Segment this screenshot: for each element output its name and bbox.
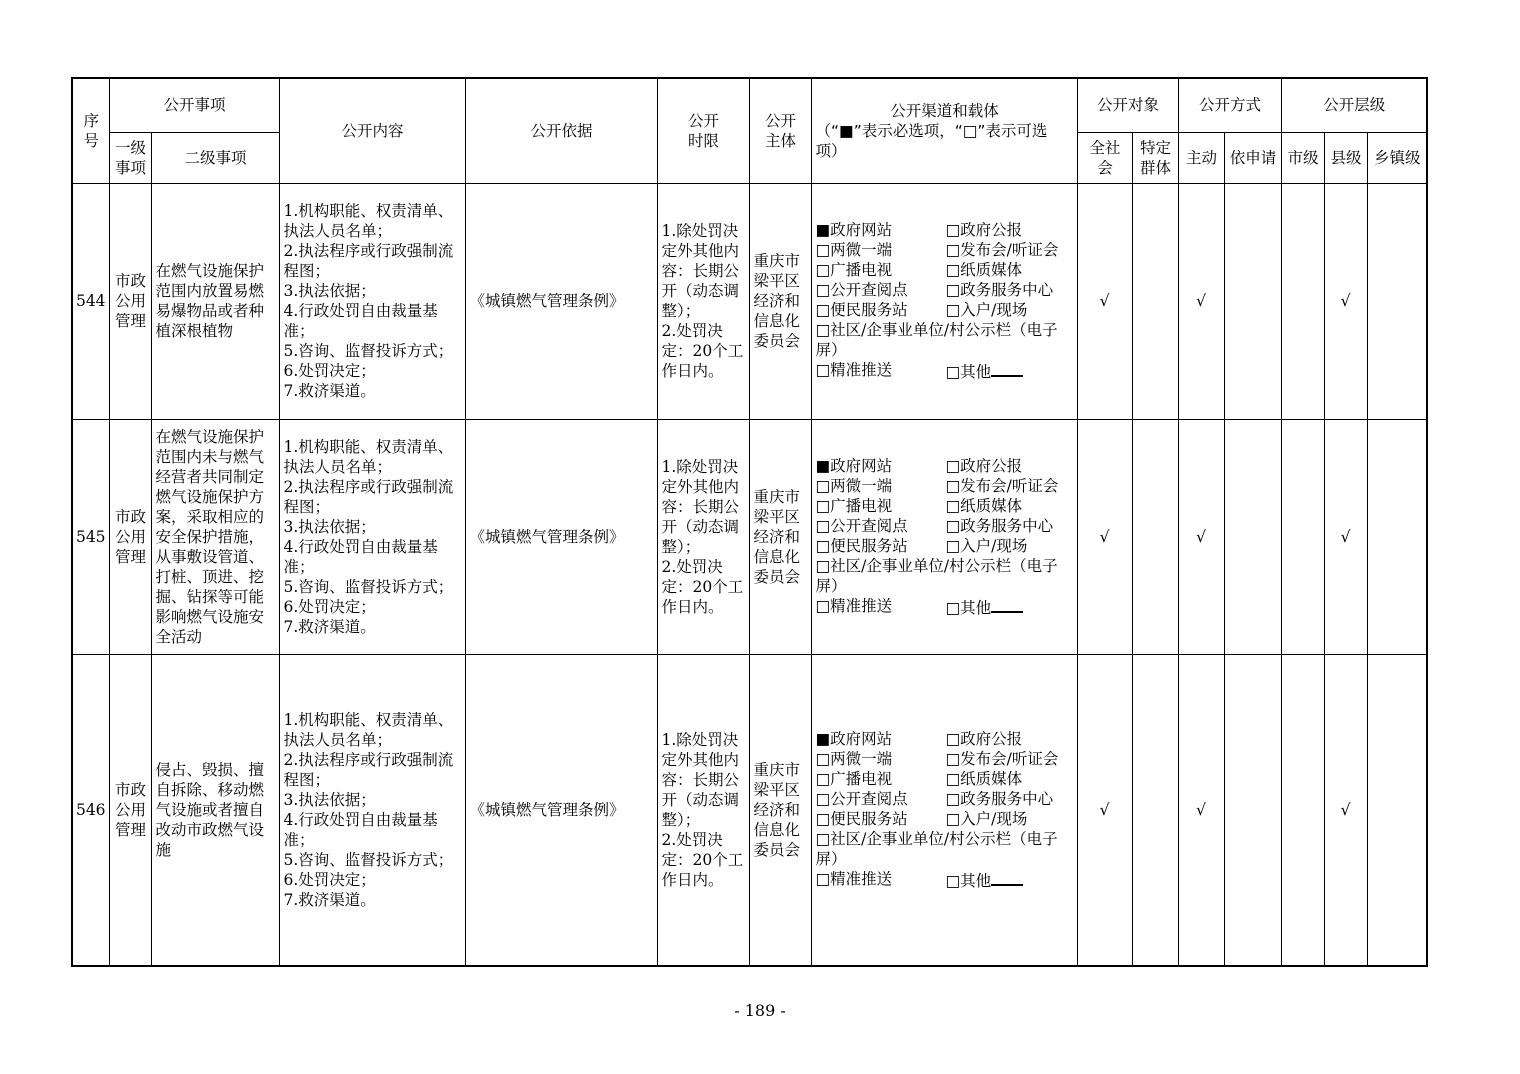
channel-option-label: □政府公报 (945, 729, 1023, 748)
channel-option-label: □纸质媒体 (945, 769, 1023, 788)
content-item: 6.处罚决定； (283, 870, 376, 889)
channel-row (816, 220, 1074, 240)
channel-option (816, 869, 946, 891)
content-item: 5.咨询、监督投诉方式； (283, 342, 454, 360)
channel-option-label: □发布会/听证会 (945, 476, 1059, 495)
channel-option-label: □精准推送 (815, 361, 893, 379)
check-mark-audience-specific (1132, 183, 1178, 419)
channel-option-label: □入户/现场 (945, 301, 1028, 319)
channel-row (816, 360, 1074, 382)
channel-row (816, 476, 1074, 496)
channel-row (816, 280, 1074, 300)
time-limit-item: 1.除处罚决定外其他内容：长期公开（动态调整）； (661, 730, 740, 829)
channel-option-label: □政务服务中心 (945, 789, 1054, 808)
mode-header: 公开方式 (1178, 78, 1281, 132)
table-row (72, 654, 1427, 966)
seq-cell: 545 (72, 419, 109, 654)
channel-row (816, 729, 1074, 749)
check-mark-level-town (1367, 183, 1427, 419)
check-mark-level-county: √ (1324, 183, 1367, 419)
channel-option (946, 769, 1023, 789)
subject-header-label: 公开主体 (765, 111, 797, 150)
channel-option-label: □社区/企事业单位/村公示栏（电子屏） (815, 829, 1058, 868)
channel-option (946, 260, 1023, 280)
channel-option-label: □精准推送 (815, 596, 893, 615)
channel-option (816, 496, 946, 516)
check-mark-audience-specific (1132, 419, 1178, 654)
basis-cell: 《城镇燃气管理条例》 (465, 183, 657, 419)
channel-cell (811, 183, 1077, 419)
channel-option (816, 769, 946, 789)
check-mark-audience-all: √ (1077, 654, 1132, 966)
audience-specific-header (1132, 132, 1178, 183)
channel-option (816, 280, 946, 300)
channel-option (816, 556, 1074, 596)
fill-in-blank-line (991, 360, 1023, 377)
channel-option-label: ■政府网站 (815, 221, 893, 239)
level2-cell: 在燃气设施保护范围内放置易燃易爆物品或者种植深根植物 (151, 183, 279, 419)
seq-header-label: 序号 (83, 111, 99, 150)
content-item: 7.救济渠道。 (283, 890, 376, 909)
channel-option (946, 596, 1024, 618)
time-limit-item: 2.处罚决定：20个工作日内。 (661, 830, 744, 889)
channel-option-label: □便民服务站 (815, 301, 908, 319)
header-row-top (72, 78, 1427, 132)
channel-row (816, 749, 1074, 769)
channel-option (816, 789, 946, 809)
channel-option (816, 300, 946, 320)
time-limit-header-label: 公开时限 (688, 111, 720, 150)
channel-option (946, 789, 1054, 809)
content-item: 1.机构职能、权责清单、执法人员名单； (283, 437, 454, 476)
level2-cell: 在燃气设施保护范围内未与燃气经营者共同制定燃气设施保护方案，采取相应的安全保护措施，从事敷设管道、打桩、顶进、挖掘、钻探等可能影响燃气设施安全活动 (151, 419, 279, 654)
content-item: 7.救济渠道。 (283, 382, 376, 400)
channel-option (816, 260, 946, 280)
content-item: 6.处罚决定； (283, 362, 376, 380)
channel-row (816, 496, 1074, 516)
channel-row (816, 596, 1074, 618)
channel-option-label: □社区/企事业单位/村公示栏（电子屏） (815, 321, 1058, 359)
level1-text: 市政公用管理 (114, 507, 146, 566)
check-mark-mode-active: √ (1178, 654, 1224, 966)
channel-option (816, 220, 946, 240)
content-item: 3.执法依据； (283, 790, 376, 809)
channel-cell (811, 654, 1077, 966)
content-item: 2.执法程序或行政强制流程图； (283, 477, 454, 516)
channel-row (816, 260, 1074, 280)
channel-option-label: □广播电视 (815, 496, 893, 515)
check-mark-level-town (1367, 654, 1427, 966)
channel-option (946, 360, 1024, 382)
channel-option (816, 729, 946, 749)
audience-all-header (1077, 132, 1132, 183)
channel-option (816, 749, 946, 769)
channel-row (816, 536, 1074, 556)
table-header (72, 78, 1427, 183)
channel-option (816, 596, 946, 618)
content-item: 4.行政处罚自由裁量基准； (283, 810, 438, 849)
content-item: 5.咨询、监督投诉方式； (283, 577, 454, 596)
mode-request-header: 依申请 (1224, 132, 1281, 183)
level2-cell: 侵占、毁损、擅自拆除、移动燃气设施或者擅自改动市政燃气设施 (151, 654, 279, 966)
subject-cell: 重庆市梁平区经济和信息化委员会 (749, 183, 811, 419)
channel-option (946, 809, 1028, 829)
channel-option (816, 360, 946, 382)
channel-row (816, 789, 1074, 809)
audience-header: 公开对象 (1077, 78, 1178, 132)
channel-option (946, 729, 1023, 749)
channel-option-label: □政务服务中心 (945, 516, 1054, 535)
audience-specific-header-label: 特定群体 (1140, 138, 1172, 177)
channel-row (816, 869, 1074, 891)
channel-option-label: □发布会/听证会 (945, 749, 1059, 768)
channel-option-label: □广播电视 (815, 769, 893, 788)
content-cell (279, 654, 465, 966)
channel-option (816, 240, 946, 260)
channel-row (816, 769, 1074, 789)
channel-option-label: ■政府网站 (815, 729, 893, 748)
channel-option-label: □公开查阅点 (815, 281, 908, 299)
channel-row (816, 456, 1074, 476)
content-cell (279, 419, 465, 654)
matter-level1-header-label: 一级事项 (114, 138, 146, 177)
channel-row (816, 556, 1074, 596)
level-header: 公开层级 (1281, 78, 1427, 132)
channel-option-label: □政务服务中心 (945, 281, 1054, 299)
matter-header: 公开事项 (109, 78, 279, 132)
channel-header-title: 公开渠道和载体 (890, 101, 999, 120)
level1-cell (109, 419, 151, 654)
channel-row (816, 320, 1074, 360)
page-number: - 189 - (734, 1001, 786, 1020)
channel-option-label: □便民服务站 (815, 536, 908, 555)
table-row (72, 183, 1427, 419)
channel-option (946, 300, 1028, 320)
channel-option-label: □入户/现场 (945, 809, 1028, 828)
matter-level1-header (109, 132, 151, 183)
matter-level2-header: 二级事项 (151, 132, 279, 183)
fill-in-blank-line (991, 596, 1023, 613)
content-item: 5.咨询、监督投诉方式； (283, 850, 454, 869)
channel-row (816, 240, 1074, 260)
channel-option (816, 536, 946, 556)
channel-option-label: □公开查阅点 (815, 789, 908, 808)
channel-row (816, 809, 1074, 829)
channel-option-label: □便民服务站 (815, 809, 908, 828)
channel-option-label: □公开查阅点 (815, 516, 908, 535)
audience-all-header-label: 全社会 (1089, 138, 1121, 177)
table-body (72, 183, 1427, 966)
channel-option (946, 240, 1059, 260)
level-city-header: 市级 (1281, 132, 1324, 183)
check-mark-audience-all: √ (1077, 183, 1132, 419)
time-limit-item: 1.除处罚决定外其他内容：长期公开（动态调整）； (661, 457, 740, 556)
channel-option (816, 809, 946, 829)
channel-option (816, 829, 1074, 869)
channel-option-label: □其他 (945, 871, 992, 890)
check-mark-audience-all: √ (1077, 419, 1132, 654)
content-cell (279, 183, 465, 419)
time-limit-header (657, 78, 749, 183)
time-limit-cell (657, 654, 749, 966)
channel-option-label: □社区/企事业单位/村公示栏（电子屏） (815, 556, 1058, 595)
channel-option (816, 320, 1074, 360)
channel-option (946, 536, 1028, 556)
seq-cell: 546 (72, 654, 109, 966)
content-item: 4.行政处罚自由裁量基准； (283, 302, 438, 340)
channel-row (816, 300, 1074, 320)
channel-option-label: □两微一端 (815, 749, 893, 768)
basis-cell: 《城镇燃气管理条例》 (465, 654, 657, 966)
mode-active-header: 主动 (1178, 132, 1224, 183)
content-item: 3.执法依据； (283, 282, 376, 300)
channel-row (816, 829, 1074, 869)
content-item: 1.机构职能、权责清单、执法人员名单； (283, 202, 454, 240)
content-item: 2.执法程序或行政强制流程图； (283, 242, 454, 280)
fill-in-blank-line (991, 869, 1023, 886)
channel-option-label: □精准推送 (815, 869, 893, 888)
channel-option-label: □纸质媒体 (945, 261, 1023, 279)
check-mark-level-county: √ (1324, 419, 1367, 654)
subject-cell: 重庆市梁平区经济和信息化委员会 (749, 419, 811, 654)
table-row (72, 419, 1427, 654)
subject-cell: 重庆市梁平区经济和信息化委员会 (749, 654, 811, 966)
channel-option (816, 456, 946, 476)
content-header: 公开内容 (279, 78, 465, 183)
content-item: 4.行政处罚自由裁量基准； (283, 537, 438, 576)
level-county-header: 县级 (1324, 132, 1367, 183)
channel-option (946, 749, 1059, 769)
channel-row (816, 516, 1074, 536)
check-mark-level-city (1281, 419, 1324, 654)
check-mark-level-county: √ (1324, 654, 1367, 966)
channel-option (946, 516, 1054, 536)
check-mark-mode-request (1224, 419, 1281, 654)
basis-header: 公开依据 (465, 78, 657, 183)
check-mark-audience-specific (1132, 654, 1178, 966)
check-mark-mode-request (1224, 183, 1281, 419)
content-item: 3.执法依据； (283, 517, 376, 536)
channel-option-label: □两微一端 (815, 241, 893, 259)
channel-option-label: □其他 (945, 598, 992, 617)
basis-cell: 《城镇燃气管理条例》 (465, 419, 657, 654)
check-mark-mode-active: √ (1178, 419, 1224, 654)
content-item: 6.处罚决定； (283, 597, 376, 616)
channel-cell (811, 419, 1077, 654)
time-limit-item: 2.处罚决定：20个工作日内。 (661, 322, 744, 380)
seq-cell: 544 (72, 183, 109, 419)
content-item: 7.救济渠道。 (283, 617, 376, 636)
channel-option (946, 496, 1023, 516)
channel-option-label: □发布会/听证会 (945, 241, 1059, 259)
check-mark-mode-request (1224, 654, 1281, 966)
content-item: 2.执法程序或行政强制流程图； (283, 750, 454, 789)
channel-option (946, 456, 1023, 476)
channel-option (946, 869, 1024, 891)
channel-option (816, 476, 946, 496)
check-mark-level-city (1281, 654, 1324, 966)
seq-header (72, 78, 109, 183)
channel-header-note: （“■”表示必选项，“□”表示可选项） (815, 121, 1048, 160)
level1-cell (109, 654, 151, 966)
channel-option (946, 280, 1054, 300)
channel-header (811, 78, 1077, 183)
check-mark-level-town (1367, 419, 1427, 654)
subject-header (749, 78, 811, 183)
channel-option-label: □广播电视 (815, 261, 893, 279)
channel-option-label: □纸质媒体 (945, 496, 1023, 515)
check-mark-mode-active: √ (1178, 183, 1224, 419)
disclosure-table (71, 77, 1428, 967)
channel-option (816, 516, 946, 536)
time-limit-cell (657, 183, 749, 419)
content-item: 1.机构职能、权责清单、执法人员名单； (283, 710, 454, 749)
level1-text: 市政公用管理 (114, 780, 146, 839)
channel-option-label: □两微一端 (815, 476, 893, 495)
time-limit-item: 2.处罚决定：20个工作日内。 (661, 557, 744, 616)
channel-option-label: ■政府网站 (815, 456, 893, 475)
level1-cell (109, 183, 151, 419)
channel-option (946, 476, 1059, 496)
channel-option-label: □政府公报 (945, 221, 1023, 239)
channel-option-label: □政府公报 (945, 456, 1023, 475)
level-town-header: 乡镇级 (1367, 132, 1427, 183)
channel-option (946, 220, 1023, 240)
time-limit-item: 1.除处罚决定外其他内容：长期公开（动态调整）； (661, 222, 740, 320)
check-mark-level-city (1281, 183, 1324, 419)
channel-option-label: □入户/现场 (945, 536, 1028, 555)
level1-text: 市政公用管理 (114, 272, 146, 330)
time-limit-cell (657, 419, 749, 654)
channel-option-label: □其他 (945, 363, 992, 381)
